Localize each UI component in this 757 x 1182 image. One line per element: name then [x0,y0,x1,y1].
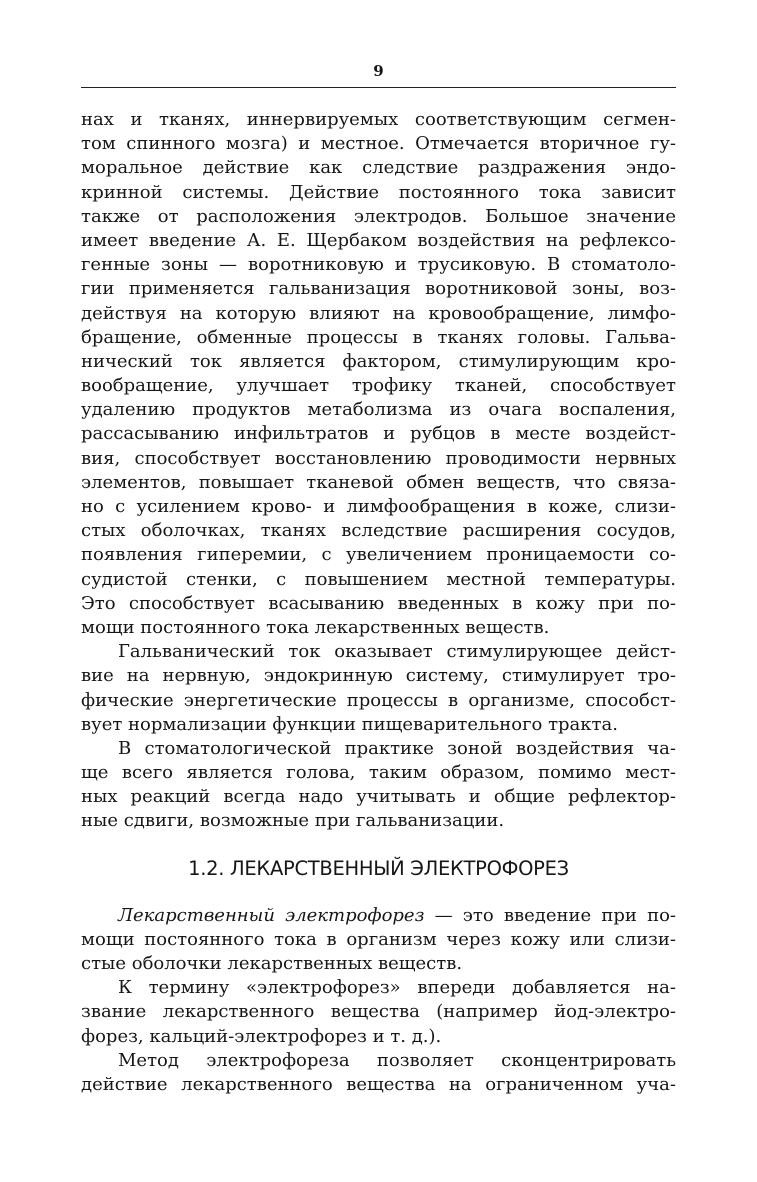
text-line: вообращение, улучшает трофику тканей, способствует [81,375,676,397]
text-line: элементов, повышает тканевой обмен веществ, что связа- [81,471,676,493]
paragraph-definition [81,904,676,977]
text-line: вует нормализации функции пищеварительного тракта. [81,713,618,735]
text-line: нах и тканях, иннервируемых соответствующим сегмен- [81,109,676,130]
page-number: 9 [373,62,384,80]
text-line: действуя на которую влияют на кровообращение, лимфо- [81,302,676,324]
text-line: К термину «электрофорез» впереди добавляется на- [118,977,676,999]
text-line: рассасыванию инфильтратов и рубцов в месте воздейст- [81,423,676,445]
text-line: Метод электрофореза позволяет сконцентрировать [118,1049,676,1071]
definition-term: Лекарственный электрофорез [118,904,425,926]
text-line: нический ток является фактором, стимулирующим кро- [81,350,676,372]
definition-text: — это введение при по- [424,904,676,926]
text-line: звание лекарственного вещества (например йод-электро- [81,1001,676,1023]
text-line: стых оболочках, тканях вследствие расширения сосудов, [81,520,676,542]
text-line: Это способствует всасыванию введенных в кожу при по- [81,592,676,614]
text-line: но с усилением крово- и лимфообращения в коже, слизи- [81,496,676,517]
paragraph-dental-practice [81,737,676,834]
text-line: форез, кальций-электрофорез и т. д.). [81,1025,442,1047]
paragraph-galvanization-effects [81,108,676,640]
text-line: ще всего является голова, таким образом, помимо мест- [81,762,676,784]
text-line: бращение, обменные процессы в тканях головы. Гальва- [81,326,676,348]
page-body [81,108,676,1097]
header-rule [81,87,676,88]
paragraph-term-naming [81,976,676,1049]
section-heading: 1.2. ЛЕКАРСТВЕННЫЙ ЭЛЕКТРОФОРЕЗ [188,856,569,880]
text-line: мощи постоянного тока лекарственных веществ. [81,616,550,638]
paragraph-method [81,1049,676,1097]
text-line: также от расположения электродов. Большое значение [81,205,676,227]
text-line: том спинного мозга) и местное. Отмечается вторичное гу- [81,133,676,155]
text-line: вия, способствует восстановлению проводимости нервных [81,447,676,469]
text-line: В стоматологической практике зоной воздействия ча- [118,737,676,759]
text-line: вие на нервную, эндокринную систему, стимулирует тро- [81,665,676,687]
text-line: фические энергетические процессы в организме, способст- [81,689,676,711]
text-line [81,904,676,928]
paragraph-stimulating-effect [81,640,676,737]
text-line: судистой стенки, с повышением местной температуры. [81,568,676,590]
text-line: стые оболочки лекарственных веществ. [81,953,463,974]
text-line: Гальванический ток оказывает стимулирующее дейст- [118,641,676,663]
text-line: ные сдвиги, возможные при гальванизации. [81,810,505,832]
text-line: моральное действие как следствие раздражения эндо- [81,157,676,179]
text-line: генные зоны — воротниковую и трусиковую. В стоматоло- [81,254,676,276]
text-line: появления гиперемии, с увеличением проницаемости со- [81,544,676,566]
text-line: действие лекарственного вещества на ограниченном уча- [81,1073,676,1095]
text-line: имеет введение А. Е. Щербаком воздействия на рефлексо- [81,229,676,251]
text-line: мощи постоянного тока в организм через кожу или слизи- [81,928,676,950]
text-line: ных реакций всегда надо учитывать и общие рефлектор- [81,786,676,808]
text-line: удалению продуктов метаболизма из очага воспаления, [81,399,676,421]
text-line: кринной системы. Действие постоянного тока зависит [81,181,676,203]
text-line: гии применяется гальванизация воротниковой зоны, воз- [81,278,676,300]
